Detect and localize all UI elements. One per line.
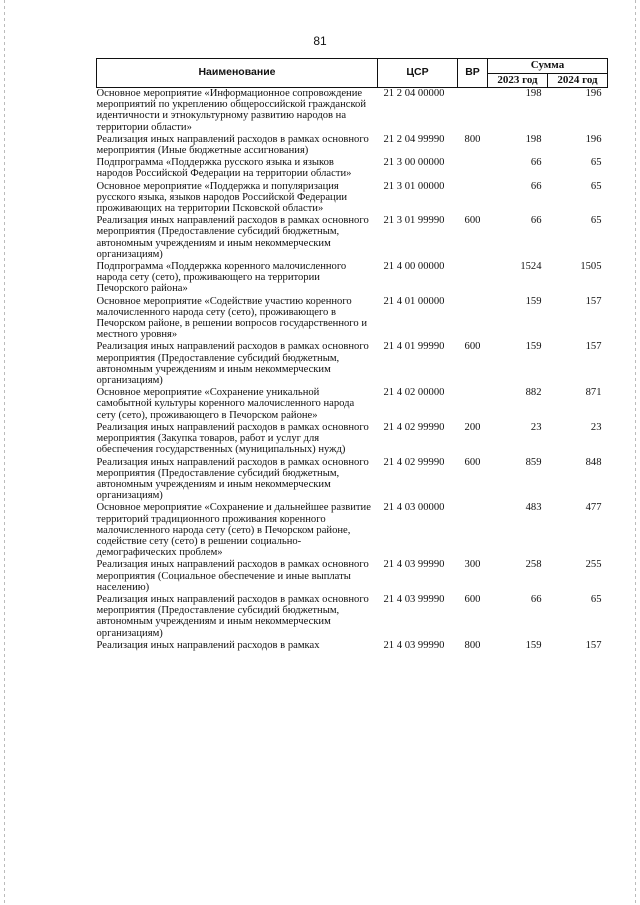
row-name: Основное мероприятие «Содействие участию коренного малочисленного народа сету (сето), проживающего в Печорском районе, в решении вопросов государственного и местного уровня»	[96, 295, 367, 341]
row-sum-2024: 157	[585, 295, 602, 307]
row-name: Основное мероприятие «Поддержка и популяризация русского языка, языков народов Российской Федерации проживающих на территории Псковской области»	[96, 180, 348, 215]
header-year-2024: 2024 год	[548, 73, 608, 88]
row-vr	[458, 296, 488, 342]
row-sum-2023: 23	[530, 421, 542, 433]
scan-edge-left	[4, 0, 5, 905]
row-sum-2023: 1524	[520, 261, 542, 273]
table-row	[97, 457, 608, 503]
header-vr: ВР	[458, 59, 488, 88]
row-name: Основное мероприятие «Сохранение и дальнейшее развитие территорий традиционного проживания коренного малочисленного народа сету (сето) в Печорском районе, содействие сету (сето) в решении социально-демографических проблем»	[96, 502, 371, 559]
row-sum-2024: 65	[590, 593, 602, 605]
table-row	[97, 134, 608, 157]
table-row	[97, 157, 608, 180]
row-csr: 21 4 03 99990	[383, 559, 445, 571]
row-name: Подпрограмма «Поддержка коренного малочисленного народа сету (сето), проживающего на территории Печорского района»	[96, 261, 347, 295]
table-row	[97, 341, 608, 387]
row-name: Реализация иных направлений расходов в рамках основного мероприятия (Предоставление субсидий бюджетным, автономным учреждениям и иным некоммерческим организациям)	[96, 593, 369, 639]
table-row	[97, 594, 608, 640]
row-sum-2023: 66	[530, 180, 542, 192]
row-sum-2024: 65	[590, 157, 602, 169]
row-sum-2023: 859	[525, 456, 542, 468]
row-sum-2023: 159	[525, 341, 542, 353]
row-csr: 21 4 03 99990	[383, 593, 445, 605]
header-csr: ЦСР	[378, 59, 458, 88]
row-csr: 21 4 02 00000	[383, 387, 445, 399]
table-row	[97, 215, 608, 261]
row-sum-2024: 255	[585, 559, 602, 571]
row-vr	[458, 88, 488, 134]
row-sum-2024: 196	[585, 133, 602, 145]
header-name: Наименование	[97, 59, 378, 88]
row-sum-2024: 477	[585, 502, 602, 514]
row-vr: 800	[464, 639, 481, 651]
row-name: Подпрограмма «Поддержка русского языка и языков народов Российской Федерации на территории области»	[96, 157, 352, 180]
row-sum-2023: 882	[525, 387, 542, 399]
row-csr: 21 3 00 00000	[383, 157, 445, 169]
row-name: Реализация иных направлений расходов в рамках основного мероприятия (Предоставление субсидий бюджетным, автономным учреждениям и иным некоммерческим организациям)	[96, 341, 369, 387]
row-vr	[458, 157, 488, 180]
row-sum-2024: 1505	[580, 261, 602, 273]
row-vr: 300	[464, 559, 481, 571]
row-sum-2023: 198	[525, 88, 542, 99]
row-name: Реализация иных направлений расходов в рамках основного мероприятия (Закупка товаров, работ и услуг для обеспечения государственных (муниципальных) нужд)	[96, 421, 369, 456]
row-vr: 600	[464, 341, 481, 353]
scan-edge-right	[635, 0, 636, 905]
row-sum-2024: 848	[585, 456, 602, 468]
table-header	[97, 59, 608, 88]
row-name: Основное мероприятие «Сохранение уникальной самобытной культуры коренного малочисленного народа сету (сето), проживающего в Печорском районе»	[96, 387, 355, 421]
header-sum: Сумма	[488, 59, 608, 74]
row-csr: 21 4 02 99990	[383, 421, 445, 433]
page-number: 81	[313, 34, 327, 48]
row-sum-2024: 65	[590, 180, 602, 192]
row-sum-2024: 23	[590, 421, 602, 433]
table-body	[97, 88, 608, 652]
row-name: Реализация иных направлений расходов в рамках основного мероприятия (Предоставление субсидий бюджетным, автономным учреждениям и иным некоммерческим организациям)	[96, 456, 369, 502]
row-csr: 21 4 03 99990	[383, 639, 445, 651]
row-vr: 600	[464, 593, 481, 605]
row-csr: 21 2 04 99990	[383, 133, 445, 145]
row-sum-2023: 66	[530, 593, 542, 605]
row-vr: 600	[464, 456, 481, 468]
row-sum-2024: 871	[585, 387, 602, 399]
row-sum-2024: 65	[590, 215, 602, 227]
table-row	[97, 181, 608, 216]
row-sum-2023: 159	[525, 639, 542, 651]
table-row	[97, 559, 608, 594]
row-sum-2024: 196	[585, 88, 602, 99]
table-row	[97, 88, 608, 134]
table-row	[97, 640, 608, 652]
row-sum-2023: 198	[525, 133, 542, 145]
row-name: Реализация иных направлений расходов в рамках основного мероприятия (Иные бюджетные ассигнования)	[96, 133, 369, 157]
row-name: Основное мероприятие «Информационное сопровождение мероприятий по укреплению общероссийской гражданской идентичности и этнокультурному развитию народов на территории области»	[96, 88, 367, 133]
row-sum-2024: 157	[585, 639, 602, 651]
row-vr: 200	[464, 421, 481, 433]
row-csr: 21 4 01 00000	[383, 295, 445, 307]
row-csr: 21 3 01 00000	[383, 180, 445, 192]
row-sum-2023: 258	[525, 559, 542, 571]
row-sum-2024: 157	[585, 341, 602, 353]
row-sum-2023: 66	[530, 157, 542, 169]
row-csr: 21 2 04 00000	[383, 88, 445, 99]
row-sum-2023: 66	[530, 215, 542, 227]
row-csr: 21 4 00 00000	[383, 261, 445, 273]
table-row	[97, 261, 608, 296]
row-name: Реализация иных направлений расходов в рамках	[96, 639, 320, 651]
row-vr	[458, 181, 488, 216]
row-sum-2023: 483	[525, 502, 542, 514]
row-csr: 21 4 02 99990	[383, 456, 445, 468]
row-vr: 600	[464, 215, 481, 227]
header-year-2023: 2023 год	[488, 73, 548, 88]
row-vr	[458, 502, 488, 559]
table-row	[97, 502, 608, 559]
row-csr: 21 4 03 00000	[383, 502, 445, 514]
row-vr	[458, 261, 488, 296]
row-name: Реализация иных направлений расходов в рамках основного мероприятия (Социальное обеспечение и иные выплаты населению)	[96, 559, 369, 593]
table-row	[97, 387, 608, 422]
row-vr: 800	[464, 133, 481, 145]
row-sum-2023: 159	[525, 295, 542, 307]
row-csr: 21 4 01 99990	[383, 341, 445, 353]
budget-table	[96, 58, 608, 652]
row-csr: 21 3 01 99990	[383, 215, 445, 227]
table-row	[97, 296, 608, 342]
table-row	[97, 422, 608, 457]
row-name: Реализация иных направлений расходов в рамках основного мероприятия (Предоставление субсидий бюджетным, автономным учреждениям и иным некоммерческим организациям)	[96, 215, 369, 260]
row-vr	[458, 387, 488, 422]
